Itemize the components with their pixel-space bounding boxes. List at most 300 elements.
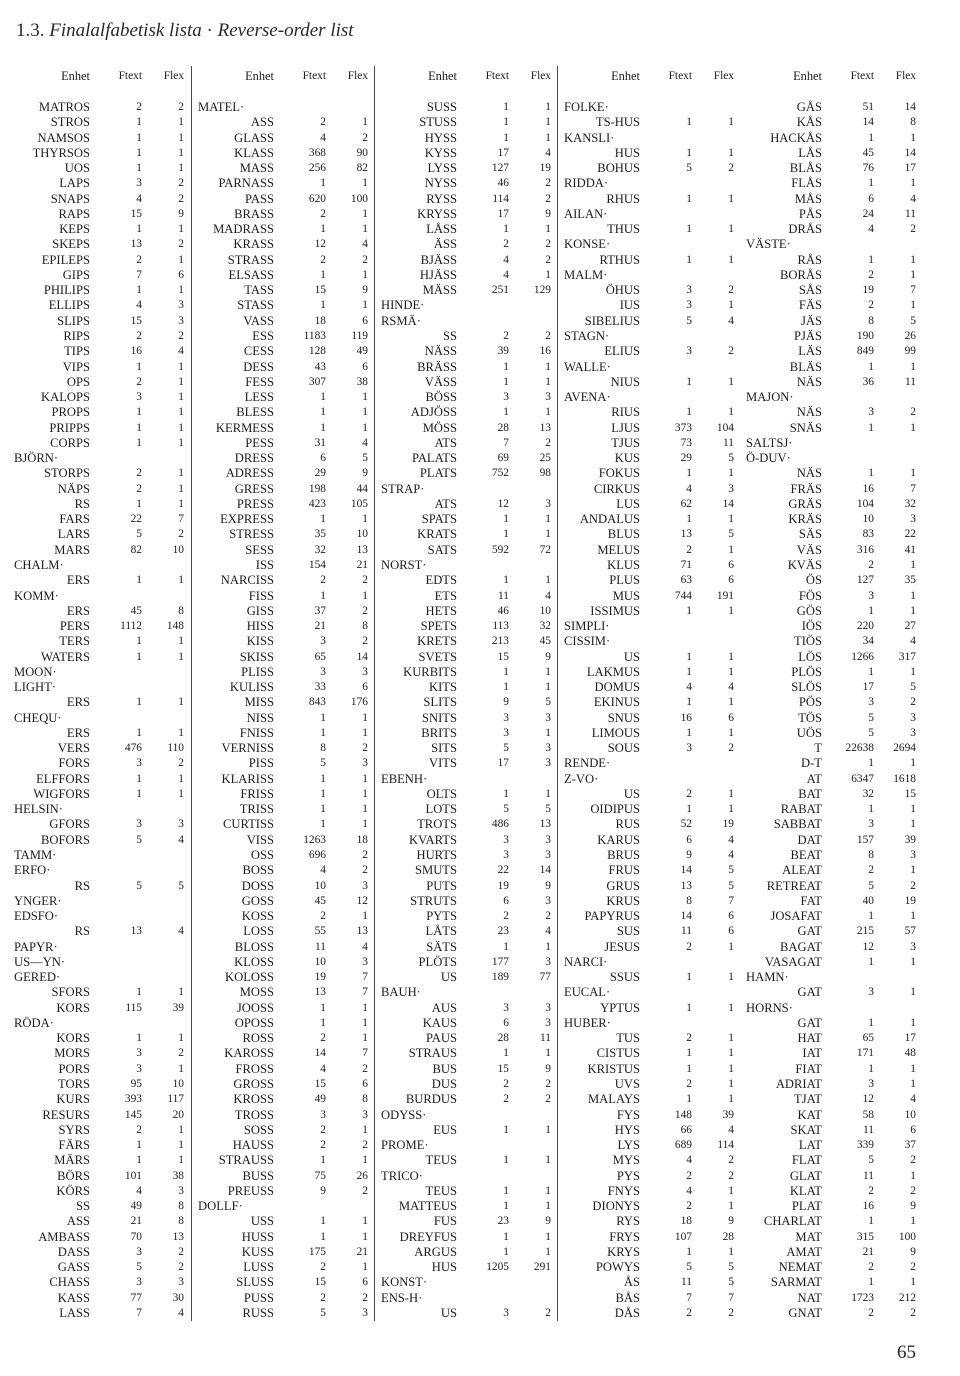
entry-word: TASS — [244, 283, 274, 298]
entry-word: KVARTS — [408, 832, 457, 847]
entry-flex: 11 — [540, 1032, 551, 1045]
list-item — [375, 390, 553, 405]
entry-word: DREYFUS — [399, 1229, 457, 1244]
list-item — [375, 833, 553, 848]
list-item — [558, 146, 736, 161]
entry-word: PLAT — [791, 1199, 822, 1214]
list-item — [192, 1153, 370, 1168]
entry-ftext — [646, 619, 695, 634]
entry-flex: 1 — [178, 986, 184, 999]
entry-word: KLAT — [789, 1183, 822, 1198]
list-item — [740, 268, 918, 283]
entry-flex: 2 — [910, 1261, 916, 1274]
entry-ftext: 83 — [862, 528, 874, 541]
list-item — [192, 497, 370, 512]
list-item — [375, 817, 553, 832]
list-item — [740, 1031, 918, 1046]
list-item — [375, 665, 553, 680]
entry-flex: 1 — [178, 635, 184, 648]
entry-flex: 5 — [910, 314, 916, 327]
entry-word: SNUS — [607, 710, 640, 725]
list-item — [740, 695, 918, 710]
list-item — [192, 207, 370, 222]
entry-word: YPTUS — [600, 1000, 640, 1015]
header-gap — [558, 86, 736, 100]
entry-ftext: 66 — [680, 1123, 692, 1136]
entry-word: PRESS — [236, 496, 274, 511]
entry-flex: 1 — [362, 1154, 368, 1167]
prefix-row — [740, 237, 918, 252]
entry-ftext: 2 — [686, 1078, 692, 1090]
entry-word: DÅS — [614, 1305, 640, 1320]
list-item — [375, 619, 553, 634]
entry-ftext: 2 — [503, 1078, 509, 1090]
list-item — [740, 207, 918, 222]
list-item — [8, 131, 186, 146]
entry-word: FÄRS — [58, 1138, 90, 1153]
entry-ftext: 32 — [862, 787, 874, 800]
entry-flex — [512, 1108, 553, 1123]
entry-ftext: 2 — [320, 207, 326, 220]
entry-flex: 1 — [362, 726, 368, 739]
entry-ftext: 18 — [314, 314, 326, 327]
list-item — [8, 512, 186, 527]
list-item — [8, 1230, 186, 1245]
entry-word: BJÄSS — [420, 252, 457, 267]
list-item — [375, 375, 553, 390]
entry-word: VERNISS — [221, 741, 274, 756]
entry-ftext — [646, 131, 695, 146]
entry-word: KORS — [56, 1000, 90, 1015]
entry-ftext: 373 — [674, 421, 692, 434]
entry-flex: 9 — [545, 207, 551, 220]
entry-flex: 1 — [362, 787, 368, 800]
entry-word: RIDDA· — [564, 176, 609, 191]
entry-flex: 3 — [178, 818, 184, 831]
entry-flex: 3 — [728, 482, 734, 495]
entry-ftext: 5 — [503, 742, 509, 755]
entry-word: FIAT — [795, 1061, 822, 1076]
entry-word: KUS — [614, 451, 640, 466]
entry-ftext: 46 — [497, 604, 509, 617]
prefix-row — [558, 772, 736, 787]
entry-word: KRASS — [233, 237, 274, 252]
entry-word: KALOPS — [41, 390, 90, 405]
entry-flex: 1 — [362, 177, 368, 190]
entry-word: RIPS — [63, 328, 90, 343]
entry-flex: 117 — [167, 1093, 184, 1106]
entry-word: HUS — [614, 145, 640, 160]
entry-flex: 2 — [178, 101, 184, 113]
entry-flex: 1 — [910, 589, 916, 602]
entry-ftext — [463, 558, 512, 573]
entry-ftext: 3 — [868, 1078, 874, 1090]
entry-ftext: 43 — [314, 360, 326, 373]
list-item — [740, 985, 918, 1000]
entry-flex: 10 — [172, 543, 184, 556]
entry-word: RÅS — [797, 252, 822, 267]
entry-ftext: 39 — [497, 345, 509, 358]
entry-word: MÄRS — [54, 1153, 90, 1168]
list-item — [740, 1153, 918, 1168]
entry-flex: 2 — [362, 604, 368, 617]
entry-flex — [695, 329, 736, 344]
entry-ftext: 1 — [136, 726, 142, 739]
list-item — [192, 543, 370, 558]
entry-flex: 6 — [910, 1123, 916, 1136]
entry-ftext: 1 — [686, 116, 692, 129]
entry-ftext: 10 — [862, 513, 874, 526]
page-title — [16, 20, 354, 42]
entry-ftext — [646, 985, 695, 1000]
list-item — [192, 833, 370, 848]
entry-flex — [145, 848, 186, 863]
entry-flex: 104 — [716, 421, 734, 434]
entry-ftext: 1 — [868, 131, 874, 144]
entry-word: FARS — [59, 512, 90, 527]
entry-flex: 1 — [545, 1123, 551, 1136]
entry-ftext: 177 — [491, 955, 509, 968]
list-item — [740, 1245, 918, 1260]
prefix-row — [8, 558, 186, 573]
entry-word: NÄS — [796, 405, 822, 420]
entry-word: ISS — [255, 557, 274, 572]
list-item — [558, 833, 736, 848]
entry-flex — [877, 451, 918, 466]
entry-ftext: 1 — [136, 772, 142, 785]
entry-flex: 1 — [910, 558, 916, 571]
list-item — [8, 100, 186, 115]
entry-flex: 8 — [910, 116, 916, 129]
entry-flex: 1 — [728, 1032, 734, 1045]
entry-ftext: 1 — [320, 1154, 326, 1167]
list-item — [740, 360, 918, 375]
list-item — [8, 497, 186, 512]
entry-ftext: 1 — [868, 955, 874, 968]
entry-word: MOSS — [239, 985, 274, 1000]
list-item — [192, 634, 370, 649]
entry-flex: 45 — [539, 635, 551, 648]
entry-ftext: 4 — [136, 1184, 142, 1197]
entry-word: GÖS — [796, 603, 822, 618]
entry-ftext: 1 — [686, 192, 692, 205]
entry-word: KUSS — [241, 1244, 274, 1259]
entry-flex: 4 — [178, 925, 184, 938]
list-item — [375, 451, 553, 466]
list-item — [192, 1123, 370, 1138]
entry-word: KONST· — [381, 1275, 428, 1290]
entry-flex: 6 — [728, 910, 734, 923]
entry-ftext: 3 — [868, 406, 874, 419]
entry-flex: 1 — [545, 726, 551, 739]
entry-ftext: 8 — [868, 314, 874, 327]
list-item — [375, 909, 553, 924]
entry-flex: 291 — [533, 1261, 551, 1274]
entry-word: ARGUS — [414, 1244, 457, 1259]
entry-ftext: 3 — [136, 391, 142, 404]
list-item — [740, 1199, 918, 1214]
entry-flex: 1 — [362, 1215, 368, 1228]
entry-flex: 2 — [178, 192, 184, 205]
entry-flex — [695, 100, 736, 115]
list-item — [375, 848, 553, 863]
entry-word: GRUS — [606, 878, 640, 893]
entry-word: ENS-H· — [381, 1290, 423, 1305]
entry-flex: 3 — [545, 497, 551, 510]
list-item — [558, 604, 736, 619]
entry-flex: 2 — [178, 1047, 184, 1060]
list-item — [558, 1214, 736, 1229]
entry-flex: 2 — [362, 131, 368, 144]
entry-flex: 1 — [910, 131, 916, 144]
list-item — [740, 192, 918, 207]
entry-word: MATTEUS — [398, 1199, 457, 1214]
entry-ftext: 3 — [136, 1276, 142, 1289]
entry-flex: 2 — [728, 1169, 734, 1182]
entry-ftext: 157 — [856, 833, 874, 846]
entry-word: RTHUS — [599, 252, 640, 267]
entry-ftext — [828, 390, 877, 405]
list-item — [192, 1077, 370, 1092]
list-item — [8, 741, 186, 756]
entry-word: STRASS — [227, 252, 274, 267]
entry-flex: 1 — [910, 818, 916, 831]
entry-word: BAGAT — [780, 939, 822, 954]
entry-ftext: 21 — [314, 620, 326, 633]
entry-word: KRYS — [607, 1244, 640, 1259]
entry-word: TJUS — [611, 435, 640, 450]
entry-flex: 8 — [178, 604, 184, 617]
list-item — [375, 604, 553, 619]
entry-flex: 1 — [178, 497, 184, 510]
list-item — [375, 360, 553, 375]
header-ftext: Ftext — [118, 70, 142, 82]
entry-ftext: 1 — [686, 1001, 692, 1014]
entry-ftext: 13 — [130, 925, 142, 938]
entry-flex: 4 — [728, 314, 734, 327]
entry-flex — [329, 100, 370, 115]
entry-ftext: 5 — [868, 711, 874, 724]
entry-ftext: 3 — [503, 726, 509, 739]
entry-word: PÖS — [798, 695, 822, 710]
entry-ftext: 1 — [320, 1230, 326, 1243]
list-item — [558, 314, 736, 329]
entry-ftext: 1 — [686, 146, 692, 159]
list-item — [192, 894, 370, 909]
entry-flex: 3 — [910, 940, 916, 953]
list-item — [740, 1016, 918, 1031]
entry-word: KLASS — [234, 145, 274, 160]
entry-ftext: 2 — [686, 543, 692, 556]
entry-ftext: 15 — [130, 314, 142, 327]
entry-flex: 129 — [533, 284, 551, 297]
entry-word: TEUS — [425, 1183, 457, 1198]
entry-ftext: 49 — [130, 1200, 142, 1213]
entry-flex: 2 — [545, 1306, 551, 1319]
entry-word: NEMAT — [778, 1260, 822, 1275]
entry-flex: 10 — [172, 1078, 184, 1090]
entry-flex: 1 — [545, 1245, 551, 1258]
list-item — [558, 1077, 736, 1092]
list-item — [375, 268, 553, 283]
entry-ftext: 24 — [862, 207, 874, 220]
entry-ftext — [463, 1108, 512, 1123]
list-item — [558, 253, 736, 268]
list-item — [375, 253, 553, 268]
entry-ftext: 145 — [124, 1108, 142, 1121]
entry-word: MYS — [612, 1153, 640, 1168]
entry-ftext: 1 — [503, 101, 509, 113]
entry-ftext — [828, 237, 877, 252]
entry-ftext: 315 — [856, 1230, 874, 1243]
entry-flex: 1 — [178, 696, 184, 709]
entry-ftext: 3 — [686, 284, 692, 297]
list-item — [740, 1184, 918, 1199]
entry-word: THYRSOS — [32, 145, 90, 160]
list-item — [558, 1169, 736, 1184]
entry-ftext: 82 — [130, 543, 142, 556]
list-item — [740, 131, 918, 146]
entry-flex: 105 — [350, 497, 368, 510]
list-item — [558, 665, 736, 680]
prefix-row — [740, 390, 918, 405]
column-header — [375, 66, 553, 86]
entry-ftext: 15 — [314, 1078, 326, 1090]
entry-word: SARMAT — [770, 1275, 822, 1290]
entry-word: TS-HUS — [595, 115, 640, 130]
entry-flex: 41 — [904, 543, 916, 556]
entry-word: MAJON· — [746, 390, 794, 405]
entry-flex: 9 — [362, 284, 368, 297]
entry-word: OSS — [250, 848, 274, 863]
entry-ftext: 28 — [497, 421, 509, 434]
entry-ftext: 752 — [491, 467, 509, 480]
entry-flex: 1 — [178, 726, 184, 739]
entry-ftext: 1 — [686, 604, 692, 617]
entry-word: VASAGAT — [764, 954, 822, 969]
entry-word: GASS — [57, 1260, 90, 1275]
entry-flex: 3 — [910, 711, 916, 724]
entry-word: LUS — [616, 496, 640, 511]
list-item — [375, 1016, 553, 1031]
entry-ftext: 22 — [130, 513, 142, 526]
entry-ftext: 1 — [868, 665, 874, 678]
prefix-row — [558, 390, 736, 405]
entry-flex: 72 — [539, 543, 551, 556]
list-item — [192, 756, 370, 771]
entry-ftext: 1 — [868, 253, 874, 266]
list-item — [558, 1046, 736, 1061]
list-item — [192, 650, 370, 665]
entry-flex: 48 — [904, 1047, 916, 1060]
entry-flex: 5 — [362, 452, 368, 465]
entry-flex: 1 — [910, 604, 916, 617]
entry-word: SOUS — [607, 741, 640, 756]
entry-ftext: 1 — [136, 406, 142, 419]
entry-ftext: 49 — [314, 1093, 326, 1106]
prefix-row — [558, 634, 736, 649]
entry-flex: 6 — [728, 711, 734, 724]
entry-word: SESS — [245, 542, 274, 557]
entry-ftext: 1 — [503, 131, 509, 144]
entry-flex: 2 — [545, 1078, 551, 1090]
entry-word: RETREAT — [766, 878, 822, 893]
entry-word: PLÖS — [791, 664, 822, 679]
list-item — [375, 176, 553, 191]
entry-word: LAPS — [59, 176, 90, 191]
entry-flex: 1 — [910, 253, 916, 266]
entry-flex: 1 — [728, 406, 734, 419]
list-item — [375, 1199, 553, 1214]
entry-flex: 1 — [362, 299, 368, 312]
list-item — [375, 726, 553, 741]
entry-word: TAMM· — [14, 848, 57, 863]
list-item — [192, 817, 370, 832]
entry-ftext: 22 — [497, 864, 509, 877]
list-item — [192, 741, 370, 756]
entry-flex — [695, 619, 736, 634]
list-item — [8, 924, 186, 939]
entry-flex — [512, 1275, 553, 1290]
entry-ftext: 1 — [320, 406, 326, 419]
prefix-row — [558, 237, 736, 252]
entry-ftext — [280, 1199, 329, 1214]
entry-flex — [695, 1016, 736, 1031]
entry-flex: 1 — [362, 803, 368, 816]
section-number: 1.3. — [16, 20, 45, 41]
list-item — [375, 863, 553, 878]
entry-ftext: 1 — [686, 406, 692, 419]
entry-flex: 4 — [545, 589, 551, 602]
entry-ftext: 70 — [130, 1230, 142, 1243]
header-flex: Flex — [347, 70, 368, 82]
entry-flex: 1 — [728, 1078, 734, 1090]
entry-flex — [512, 1291, 553, 1306]
prefix-row — [8, 1016, 186, 1031]
entry-ftext: 2 — [320, 1032, 326, 1045]
prefix-row — [740, 1001, 918, 1016]
entry-word: PISS — [248, 756, 274, 771]
header-flex: Flex — [895, 70, 916, 82]
entry-word: BLÄS — [789, 359, 822, 374]
entry-ftext: 7 — [136, 268, 142, 281]
entry-flex: 1 — [362, 1001, 368, 1014]
prefix-row — [740, 970, 918, 985]
entry-ftext: 13 — [680, 528, 692, 541]
list-item — [558, 1184, 736, 1199]
entry-word: NÄSS — [424, 344, 457, 359]
header-ftext: Ftext — [485, 70, 509, 82]
entry-word: PYS — [616, 1168, 640, 1183]
entry-flex — [512, 772, 553, 787]
entry-flex: 82 — [356, 162, 368, 175]
entry-flex: 2 — [362, 864, 368, 877]
list-item — [192, 283, 370, 298]
entry-flex: 2 — [178, 1261, 184, 1274]
entry-word: OPS — [66, 374, 90, 389]
list-item — [740, 298, 918, 313]
list-item — [558, 924, 736, 939]
prefix-row — [375, 1138, 553, 1153]
list-item — [558, 787, 736, 802]
entry-word: BÖRS — [57, 1168, 90, 1183]
entry-flex: 2 — [910, 1306, 916, 1319]
list-item — [740, 1214, 918, 1229]
entry-word: OPOSS — [234, 1015, 274, 1030]
entry-flex: 1 — [362, 207, 368, 220]
entry-word: HETS — [425, 603, 457, 618]
entry-flex: 6 — [362, 360, 368, 373]
